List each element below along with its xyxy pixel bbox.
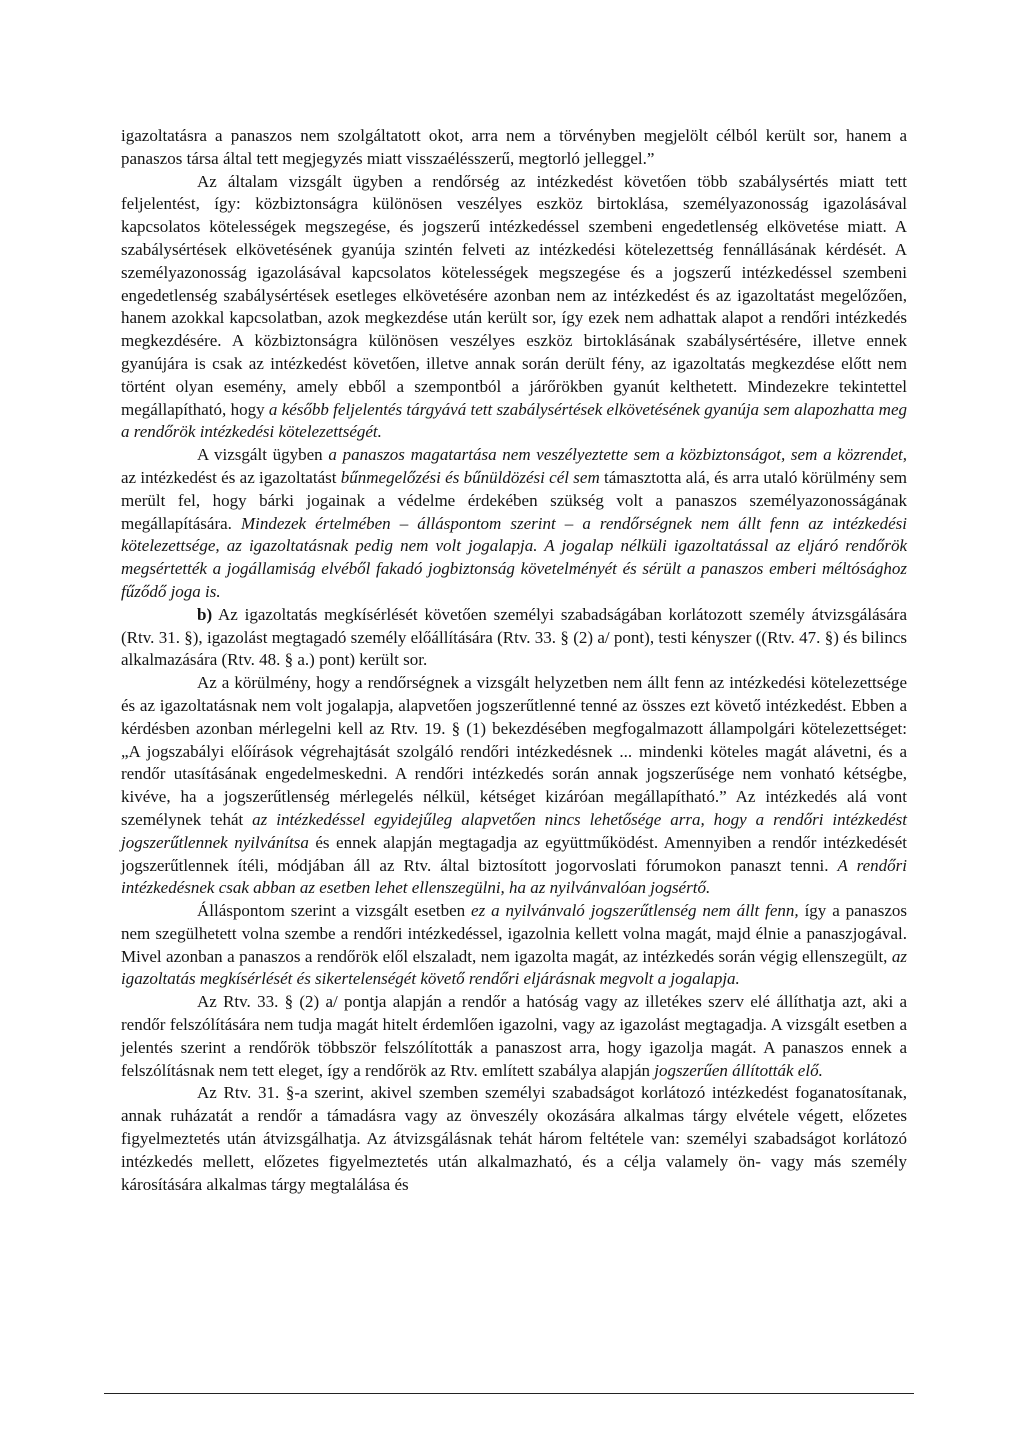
text-run: így a panaszos nem szegülhetett volna szembe a rendőri intézkedéssel, igazolnia kellett volna magát, majd élnie a panaszjogával. Mivel azonban a panaszos a rendőrök elől elszaladt, nem igazolta magát, az intézkedés során végig ellenszegült, [121,901,908,966]
italic-text: a panaszos magatartása nem veszélyeztette sem a közbiztonságot, sem a közrendet, [328,445,907,465]
text-run: Az Rtv. 31. §-a szerint, akivel szemben személyi szabadságot korlátozó intézkedést foganatosítanak, annak ruházatát a rendőr a támadásra vagy az önveszély okozására alkalmas tárgy elvétele végett, előzetes figyelmeztetés után átvizsgálhatja. Az átvizsgálásnak tehát három feltétele van: személyi szabadságot korlátozó intézkedés mellett, előzetes figyelmeztetés után alkalmazható, és a célja valamely ön- vagy más személy károsítására alkalmas tárgy megtalálása és [121,1083,907,1194]
text-run: A vizsgált ügyben [197,445,329,465]
italic-text: az intézkedéssel egyidejűleg alapvetően nincs lehetősége arra, hogy a rendőri intézkedést jogszerűtlennek nyilvánítsa [121,809,907,852]
paragraph [121,672,907,900]
text-run: az intézkedést és az igazoltatást [121,467,341,487]
paragraph [121,900,907,991]
italic-text: ez a nyilvánvaló jogszerűtlenség nem állt fenn, [471,901,799,921]
italic-text: a később feljelentés tárgyává tett szabálysértések elkövetésének gyanúja sem alapozhatta meg a rendőrök intézkedési kötelezettségét. [121,399,907,442]
text-run: Álláspontom szerint a vizsgált esetben [197,901,472,921]
text-run: Az általam vizsgált ügyben a rendőrség az intézkedést követően több szabálysértés miatt tett feljelentést, így: közbiztonságra különösen veszélyes eszköz birtoklása, személyazonosság igazolásával kapcsolatos kötelességek megszegése, és jogszerű intézkedéssel szembeni engedetlenség elkövetése miatt. A szabálysértések elkövetésének gyanúja szintén felveti az intézkedési kötelezettség fennállásának kérdését. A személyazonosság igazolásával kapcsolatos kötelességek megszegése és a jogszerű intézkedéssel szembeni engedetlenség szabálysértések esetleges elkövetésére azonban nem az intézkedést és az igazoltatást megelőzően, hanem azokkal kapcsolatban, azok megkezdése után került sor, így ezek nem adhattak alapot a rendőri intézkedés megkezdésére. A közbiztonságra különösen veszélyes eszköz birtoklásának szabálysértésére, illetve ennek gyanújára is csak az intézkedést követően, illetve annak során derült fény, az igazoltatás megkezdése előtt nem történt olyan esemény, amely ebből a szempontból a járőrökben gyanút kelthetett. Mindezekre tekintettel megállapítható, hogy [121,171,907,419]
text-run: igazoltatásra a panaszos nem szolgáltatott okot, arra nem a törvényben megjelölt célból került sor, hanem a panaszos társa által tett megjegyzés miatt visszaélésszerű, megtorló jelleggel.” [121,126,907,168]
text-run: támasztotta alá, és arra utaló körülmény sem merült fel, hogy bárki jogainak a védelme érdekében szükség volt a panaszos személyazonosságának megállapítására. [121,467,907,533]
paragraph [121,991,907,1082]
text-run: és ennek alapján megtagadja az együttműködést. Amennyiben a rendőr intézkedését jogszerűtlennek ítéli, módjában áll az Rtv. által biztosított jogorvoslati fórumokon panaszt tenni. [121,832,907,875]
italic-text: bűnmegelőzési és bűnüldözési cél sem [340,467,600,487]
bold-label: b) [197,604,213,624]
text-run: Az igazoltatás megkísérlését követően személyi szabadságában korlátozott személy átvizsgálására (Rtv. 31. §), igazolást megtagadó személy előállítására (Rtv. 33. § (2) a/ pont), testi kényszer ((Rtv. 47. §) és bilincs alkalmazására (Rtv. 48. § a.) pont) került sor. [121,604,907,670]
paragraph [121,444,907,604]
italic-text: A rendőri intézkedésnek csak abban az esetben lehet ellenszegülni, ha az nyilvánvalóan jogsértő. [121,855,907,898]
text-run: Az a körülmény, hogy a rendőrségnek a vizsgált helyzetben nem állt fenn az intézkedési kötelezettsége és az igazoltatásnak nem volt jogalapja, alapvetően jogszerűtlenné tenné az összes ezt követő intézkedést. Ebben a kérdésben azonban mérlegelni kell az Rtv. 19. § (1) bekezdésében megfogalmazott állampolgári kötelezettséget: „A jogszabályi előírások végrehajtását szolgáló rendőri intézkedésnek ... mindenki köteles magát alávetni, és a rendőr utasításának engedelmeskedni. A rendőri intézkedés során annak jogszerűsége nem vonható kétségbe, kivéve, ha a jogszerűtlenség mérlegelés nélkül, kétséget kizáróan megállapítható.” Az intézkedés alá vont személynek tehát [121,673,907,829]
footer-rule [104,1393,914,1394]
italic-text: jogszerűen állították elő. [654,1060,823,1080]
italic-text: az igazoltatás megkísérlését és sikertelenségét követő rendőri eljárásnak megvolt a jogalapja. [121,946,907,989]
italic-text: Mindezek értelmében – álláspontom szerint – a rendőrségnek nem állt fenn az intézkedési kötelezettsége, az igazoltatásnak pedig nem volt jogalapja. A jogalap nélküli igazoltatással az eljáró rendőrök megsértették a jogállamiság elvéből fakadó jogbiztonság követelményét és sérült a panaszos emberi méltósághoz fűződő joga is. [121,513,907,601]
document-body [121,125,907,1196]
paragraph [121,1082,907,1196]
paragraph [121,604,907,672]
text-run: Az Rtv. 33. § (2) a/ pontja alapján a rendőr a hatóság vagy az illetékes szerv elé állíthatja azt, aki a rendőr felszólítására nem tudja magát hitelt érdemlően igazolni, vagy az igazolást megtagadja. A vizsgált esetben a jelentés szerint a rendőrök többször felszólították a panaszost arra, hogy igazolja magát. A panaszos ennek a felszólításnak nem tett eleget, így a rendőrök az Rtv. említett szabálya alapján [121,992,907,1080]
paragraph [121,171,907,445]
paragraph [121,125,907,171]
